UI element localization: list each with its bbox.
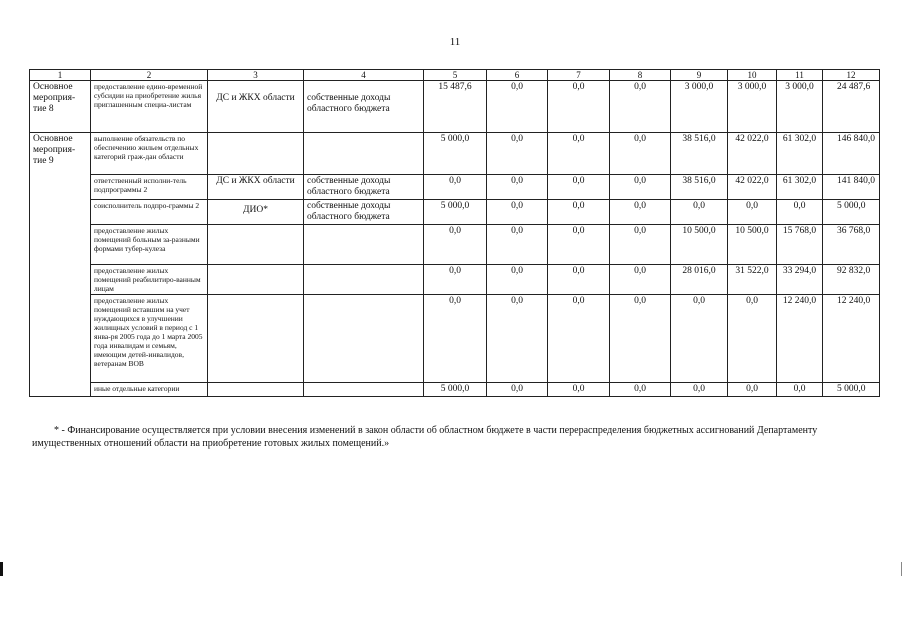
value-cell: 38 516,0 <box>671 133 728 175</box>
value-cell: 42 022,0 <box>728 175 777 200</box>
table-row <box>30 265 880 295</box>
value-cell: 0,0 <box>548 383 610 397</box>
executor-cell <box>208 295 304 383</box>
value-cell: 0,0 <box>487 383 548 397</box>
description-cell: предоставление едино-временной субсидии на приобретение жилья приглашенным специа-листам <box>91 81 208 133</box>
description-cell: предоставление жилых помещений реабилитиро-ванным лицам <box>91 265 208 295</box>
column-header: 11 <box>777 70 823 81</box>
description-cell: предоставление жилых помещений вставшим на учет нуждающихся в улучшении жилищных условий в период с 1 янва-ря 2005 года до 1 марта 2005 года инвалидам и семьям, имеющим детей-инвалидов, ветеранам ВОВ <box>91 295 208 383</box>
value-cell: 28 016,0 <box>671 265 728 295</box>
value-cell: 0,0 <box>487 225 548 265</box>
value-cell: 5 000,0 <box>424 133 487 175</box>
column-header: 3 <box>208 70 304 81</box>
table-row <box>30 225 880 265</box>
value-cell: 5 000,0 <box>424 200 487 225</box>
column-header: 4 <box>304 70 424 81</box>
value-cell: 0,0 <box>728 200 777 225</box>
value-cell: 3 000,0 <box>728 81 777 133</box>
value-cell: 12 240,0 <box>777 295 823 383</box>
scan-edge-mark <box>0 562 3 576</box>
value-cell: 0,0 <box>548 200 610 225</box>
source-cell <box>304 225 424 265</box>
value-cell: 61 302,0 <box>777 133 823 175</box>
footnote-line: * - Финансирование осуществляется при условии внесения изменений в закон области об областном бюджете в части перераспределения бюджетных ассигнований Департаменту <box>54 425 818 436</box>
table-row <box>30 133 880 175</box>
column-header: 1 <box>30 70 91 81</box>
value-cell: 24 487,6 <box>823 81 880 133</box>
source-cell: собственные доходы областного бюджета <box>304 81 424 133</box>
value-cell: 5 000,0 <box>823 200 880 225</box>
value-cell: 10 500,0 <box>728 225 777 265</box>
value-cell: 0,0 <box>548 175 610 200</box>
value-cell: 33 294,0 <box>777 265 823 295</box>
value-cell: 0,0 <box>610 81 671 133</box>
value-cell: 0,0 <box>424 225 487 265</box>
value-cell: 0,0 <box>487 81 548 133</box>
source-cell: собственные доходы областного бюджета <box>304 175 424 200</box>
value-cell: 0,0 <box>424 295 487 383</box>
value-cell: 0,0 <box>610 133 671 175</box>
source-cell <box>304 133 424 175</box>
value-cell: 61 302,0 <box>777 175 823 200</box>
value-cell: 5 000,0 <box>424 383 487 397</box>
value-cell: 10 500,0 <box>671 225 728 265</box>
value-cell: 0,0 <box>728 383 777 397</box>
value-cell: 31 522,0 <box>728 265 777 295</box>
value-cell: 15 768,0 <box>777 225 823 265</box>
value-cell: 0,0 <box>777 200 823 225</box>
page-number: 11 <box>449 36 461 48</box>
value-cell: 0,0 <box>728 295 777 383</box>
value-cell: 15 487,6 <box>424 81 487 133</box>
executor-cell <box>208 225 304 265</box>
value-cell: 42 022,0 <box>728 133 777 175</box>
value-cell: 0,0 <box>548 225 610 265</box>
value-cell: 0,0 <box>777 383 823 397</box>
description-cell: выполнение обязательств по обеспечению жильем отдельных категорий граж-дан области <box>91 133 208 175</box>
column-header: 9 <box>671 70 728 81</box>
column-header: 6 <box>487 70 548 81</box>
executor-cell: ДС и ЖКХ области <box>208 175 304 200</box>
value-cell: 146 840,0 <box>823 133 880 175</box>
description-cell: предоставление жилых помещений больным за-разными формами тубер-кулеза <box>91 225 208 265</box>
value-cell: 36 768,0 <box>823 225 880 265</box>
value-cell: 0,0 <box>610 295 671 383</box>
value-cell: 0,0 <box>610 225 671 265</box>
event-cell: Основное мероприя-тие 8 <box>30 81 91 133</box>
value-cell: 0,0 <box>610 265 671 295</box>
column-header: 8 <box>610 70 671 81</box>
value-cell: 0,0 <box>610 175 671 200</box>
value-cell: 0,0 <box>548 133 610 175</box>
description-cell: соисполнитель подпро-граммы 2 <box>91 200 208 225</box>
source-cell <box>304 383 424 397</box>
value-cell: 12 240,0 <box>823 295 880 383</box>
table-row <box>30 175 880 200</box>
value-cell: 0,0 <box>671 383 728 397</box>
value-cell: 0,0 <box>671 295 728 383</box>
event-cell: Основное мероприя-тие 9 <box>30 133 91 397</box>
column-header: 2 <box>91 70 208 81</box>
value-cell: 0,0 <box>671 200 728 225</box>
header-row <box>30 70 880 81</box>
value-cell: 0,0 <box>548 295 610 383</box>
description-cell: иные отдельные категории <box>91 383 208 397</box>
executor-cell: ДС и ЖКХ области <box>208 81 304 133</box>
value-cell: 0,0 <box>487 295 548 383</box>
value-cell: 0,0 <box>548 265 610 295</box>
value-cell: 0,0 <box>610 200 671 225</box>
value-cell: 3 000,0 <box>777 81 823 133</box>
column-header: 5 <box>424 70 487 81</box>
value-cell: 38 516,0 <box>671 175 728 200</box>
source-cell <box>304 265 424 295</box>
budget-table <box>29 69 880 397</box>
source-cell <box>304 295 424 383</box>
value-cell: 0,0 <box>548 81 610 133</box>
table-row <box>30 295 880 383</box>
value-cell: 0,0 <box>487 200 548 225</box>
value-cell: 0,0 <box>487 133 548 175</box>
column-header: 10 <box>728 70 777 81</box>
column-header: 12 <box>823 70 880 81</box>
footnote-line: имущественных отношений области на приобретение готовых жилых помещений.» <box>32 438 390 449</box>
executor-cell: ДИО* <box>208 200 304 225</box>
column-header: 7 <box>548 70 610 81</box>
executor-cell <box>208 383 304 397</box>
table-row <box>30 81 880 133</box>
value-cell: 0,0 <box>487 175 548 200</box>
value-cell: 141 840,0 <box>823 175 880 200</box>
table-row <box>30 200 880 225</box>
scan-edge-mark <box>901 562 902 576</box>
value-cell: 0,0 <box>424 265 487 295</box>
value-cell: 3 000,0 <box>671 81 728 133</box>
source-cell: собственные доходы областного бюджета <box>304 200 424 225</box>
value-cell: 0,0 <box>487 265 548 295</box>
footnote <box>32 424 882 450</box>
description-cell: ответственный исполни-тель подпрограммы 2 <box>91 175 208 200</box>
value-cell: 92 832,0 <box>823 265 880 295</box>
table-row <box>30 383 880 397</box>
value-cell: 0,0 <box>610 383 671 397</box>
executor-cell <box>208 133 304 175</box>
value-cell: 0,0 <box>424 175 487 200</box>
value-cell: 5 000,0 <box>823 383 880 397</box>
executor-cell <box>208 265 304 295</box>
